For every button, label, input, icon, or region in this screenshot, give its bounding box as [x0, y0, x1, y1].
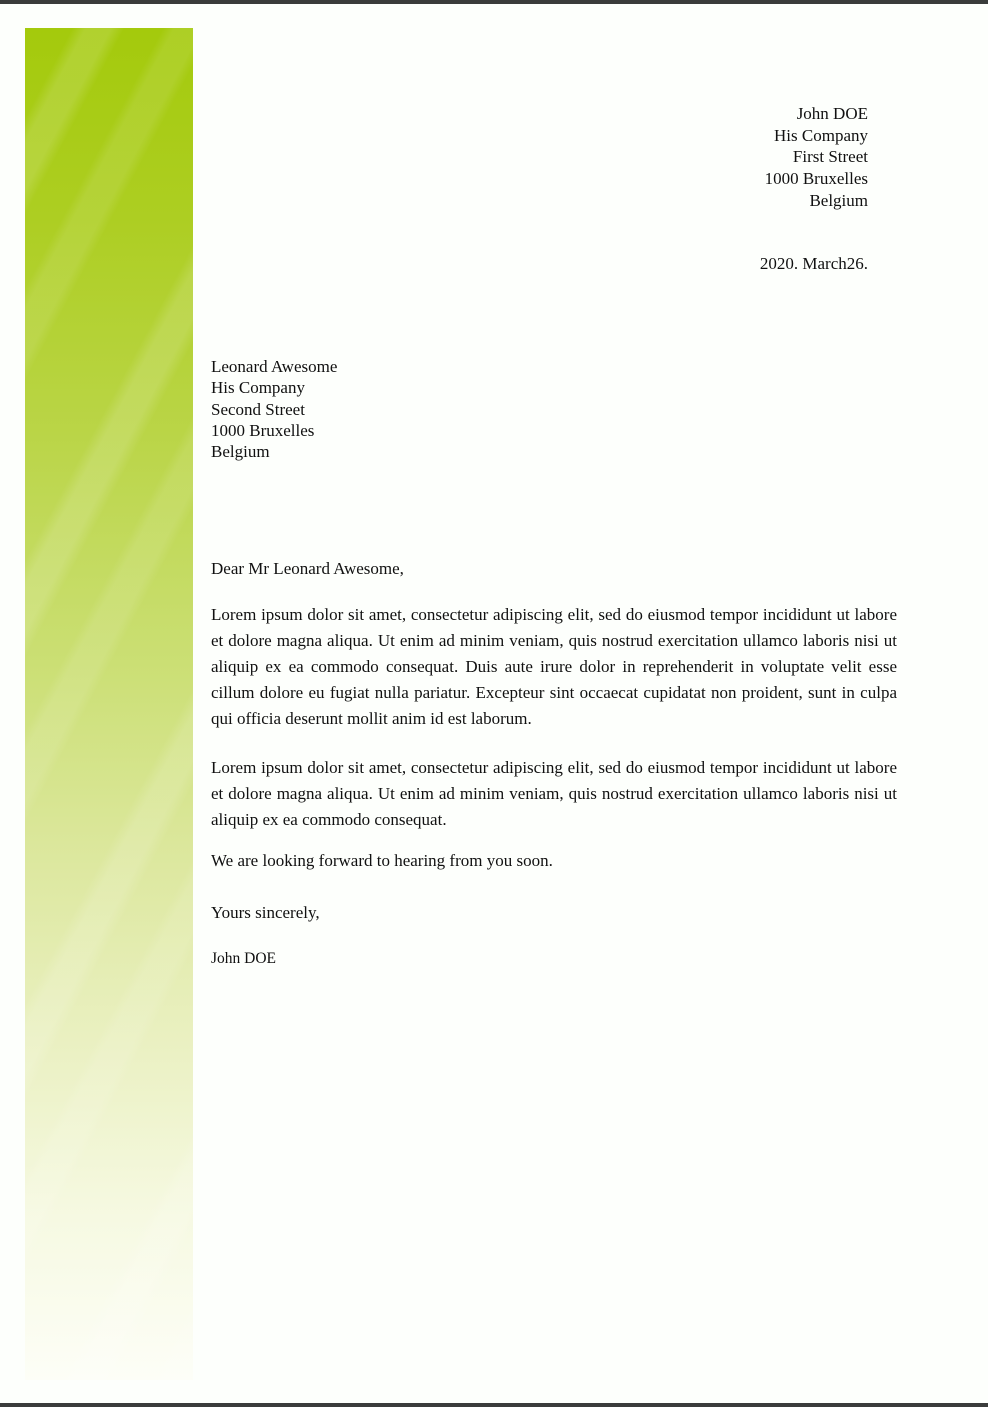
- closing-looking-forward: We are looking forward to hearing from you soon.: [211, 851, 553, 870]
- sender-name: John DOE: [796, 104, 868, 123]
- recipient-city: 1000 Bruxelles: [211, 420, 315, 440]
- body-paragraph-1: Lorem ipsum dolor sit amet, consectetur adipiscing elit, sed do eiusmod tempor incididunt ut labore et dolore magna aliqua. Ut enim ad minim veniam, quis nostrud exercitation ullamco laboris nisi ut aliquip ex ea commodo consequat. Duis aute irure dolor in reprehenderit in voluptate velit esse cillum dolore eu fugiat nulla pariatur. Excepteur sint occaecat cupidatat non proident, sunt in culpa qui officia deserunt mollit anim id est laborum.: [211, 605, 897, 728]
- recipient-address-block: [211, 356, 337, 462]
- signature-name: John DOE: [211, 950, 277, 967]
- letter-date: 2020. March26.: [759, 254, 868, 273]
- salutation: Dear Mr Leonard Awesome,: [211, 559, 404, 578]
- body-paragraph-2: Lorem ipsum dolor sit amet, consectetur adipiscing elit, sed do eiusmod tempor incididunt ut labore et dolore magna aliqua. Ut enim ad minim veniam, quis nostrud exercitation ullamco laboris nisi ut aliquip ex ea commodo consequat.: [211, 758, 897, 829]
- sender-company: His Company: [774, 125, 868, 145]
- sender-address-block: [765, 103, 868, 212]
- gradient-sidebar-decoration: [25, 28, 193, 1380]
- window-top-edge: [0, 0, 988, 4]
- recipient-street: Second Street: [211, 399, 305, 419]
- recipient-name: Leonard Awesome: [211, 357, 338, 376]
- sender-city: 1000 Bruxelles: [764, 169, 868, 189]
- window-bottom-edge: [0, 1403, 988, 1407]
- sender-country: Belgium: [809, 190, 868, 210]
- valediction: Yours sincerely,: [211, 903, 320, 922]
- recipient-country: Belgium: [211, 442, 270, 462]
- sender-street: First Street: [792, 147, 868, 167]
- recipient-company: His Company: [211, 378, 305, 398]
